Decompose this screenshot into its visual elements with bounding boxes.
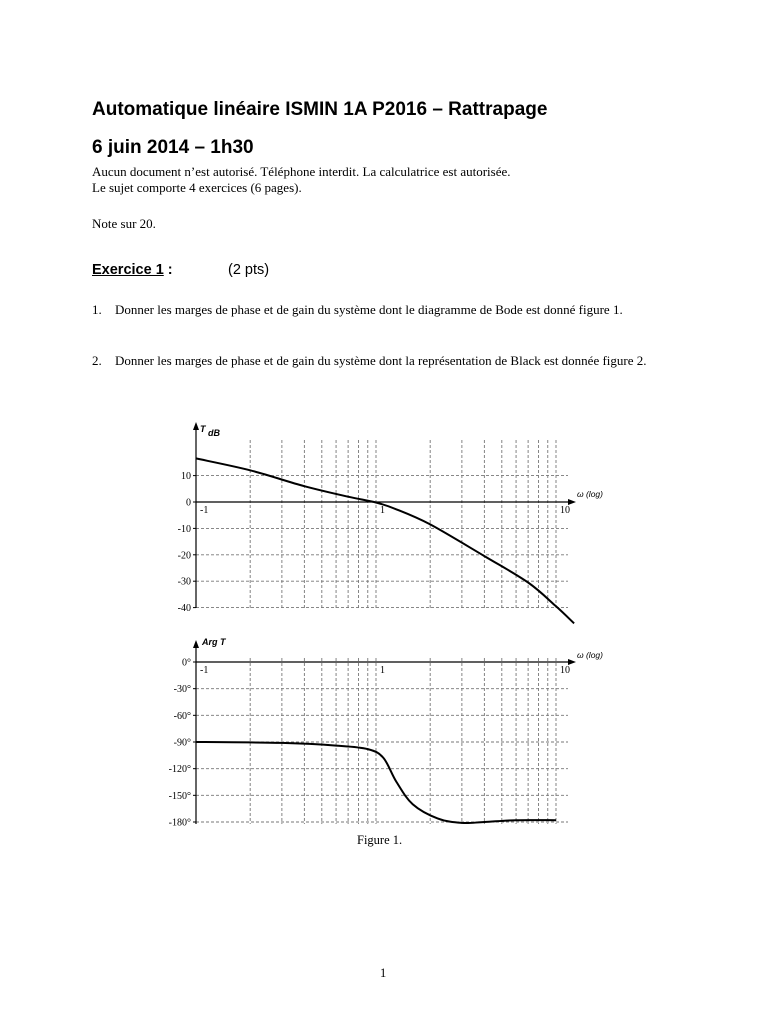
- grading-note: Note sur 20.: [92, 216, 156, 231]
- exam-date: 6 juin 2014 – 1h30: [92, 137, 254, 158]
- question-text: Donner les marges de phase et de gain du système dont le diagramme de Bode est donné figure 1.: [115, 302, 623, 317]
- y-tick-label: -90°: [173, 737, 191, 749]
- y-axis-label: T: [200, 424, 206, 434]
- y-tick-label: -150°: [168, 790, 191, 802]
- y-tick-label: 0: [186, 497, 191, 509]
- y-tick-label: -120°: [168, 764, 191, 776]
- exercise-colon: :: [163, 262, 173, 278]
- y-tick-label: -30: [177, 576, 191, 588]
- instruction-line: Le sujet comporte 4 exercices (6 pages).: [92, 180, 302, 195]
- y-tick-label: 0°: [182, 657, 191, 669]
- exercise-points: (2 pts): [228, 262, 270, 278]
- question-number: 1.: [92, 302, 102, 317]
- document-title: Automatique linéaire ISMIN 1A P2016 – Rattrapage: [92, 99, 548, 120]
- y-tick-label: -60°: [173, 710, 191, 722]
- gain-curve: [196, 458, 574, 623]
- question-number: 2.: [92, 353, 102, 368]
- x-tick-label: 1: [380, 665, 385, 676]
- x-axis-label: ω (log): [577, 650, 603, 660]
- y-axis-arrow: [193, 422, 199, 430]
- page-number: 1: [380, 966, 387, 980]
- x-axis-label: ω (log): [577, 489, 603, 499]
- x-tick-label: 1: [380, 505, 385, 516]
- x-tick-label: 10: [560, 505, 570, 516]
- x-tick-label: -1: [200, 505, 209, 516]
- y-axis-label-subscript: dB: [208, 428, 220, 438]
- x-tick-label: 10: [560, 665, 570, 676]
- question-text: Donner les marges de phase et de gain du système dont la représentation de Black est donnée figure 2.: [115, 353, 647, 368]
- y-tick-label: 10: [181, 471, 191, 483]
- y-tick-label: -10: [177, 523, 191, 535]
- y-axis-arrow: [193, 640, 199, 648]
- figure-caption: Figure 1.: [357, 833, 403, 847]
- instruction-line: Aucun document n’est autorisé. Téléphone interdit. La calculatrice est autorisée.: [92, 164, 511, 179]
- y-tick-label: -30°: [173, 684, 191, 696]
- y-tick-label: -20: [177, 550, 191, 562]
- x-tick-label: -1: [200, 665, 209, 676]
- y-axis-label: Arg T: [202, 637, 226, 647]
- exercise-label: Exercice 1: [92, 262, 164, 278]
- y-tick-label: -40: [177, 603, 191, 615]
- y-tick-label: -180°: [168, 817, 191, 829]
